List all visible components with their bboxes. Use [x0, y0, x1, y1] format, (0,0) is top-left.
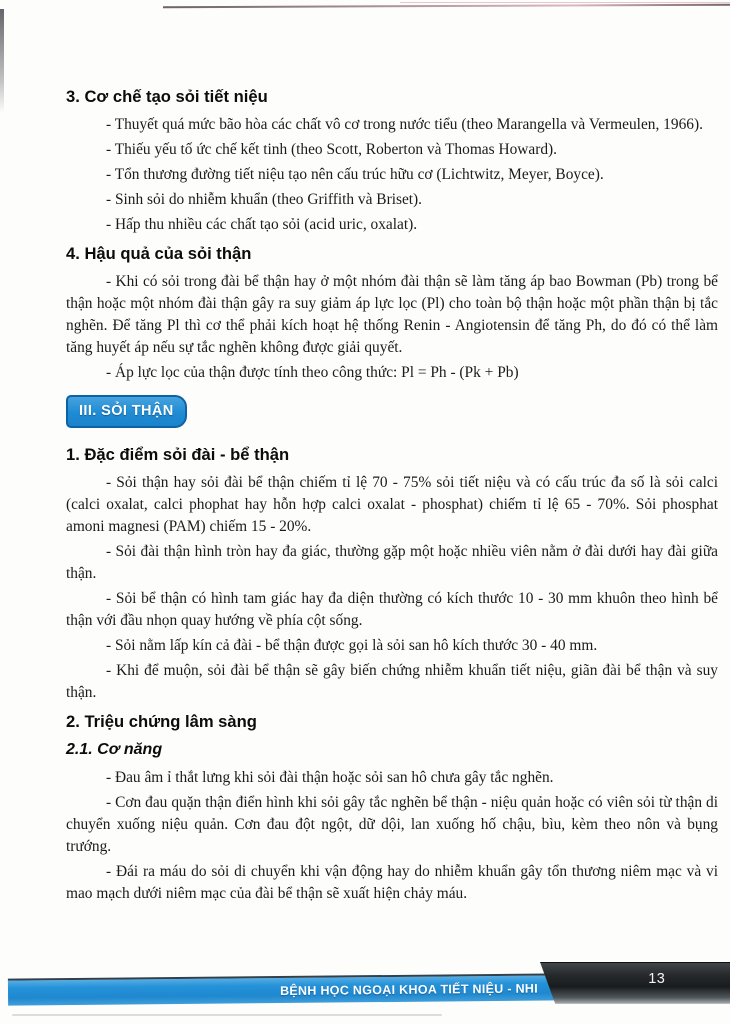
section-2-1-bullet: - Đái ra máu do sỏi di chuyển khi vận động hay do nhiễm khuẩn gây tổn thương niêm mạc và vi mao mạch dưới niêm mạc của đài bể thận sẽ xuất hiện chảy máu. [66, 863, 718, 902]
section-1-bullet: - Sỏi thận hay sỏi đài bể thận chiếm tỉ lệ 70 - 75% sỏi tiết niệu và có cấu trúc đa số là sỏi calci (calci oxalat, calci phophat hay hỗn hợp calci oxalat - phosphat) chiếm tỉ lệ 65 - 70%. Sỏi phosphat amoni magnesi (PAM) chiếm 15 - 20%. [66, 474, 718, 535]
section-2-1-bullet: - Đau âm ỉ thắt lưng khi sỏi đài thận hoặc sỏi san hô chưa gây tắc nghẽn. [106, 769, 554, 786]
scan-left-edge-shadow [0, 9, 4, 113]
section-2-1-bullet: - Cơn đau quặn thận điển hình khi sỏi gây tắc nghẽn bể thận - niệu quản hoặc có viên sỏi từ thận di chuyển xuống niệu quản. Cơn đau đột ngột, dữ dội, lan xuống hố chậu, bìu, kèm theo nôn và bụng trướng. [66, 794, 718, 855]
section-3-bullet: - Thuyết quá mức bão hòa các chất vô cơ trong nước tiểu (theo Marangella và Vermeulen, 1966). [106, 116, 703, 133]
section-4-heading: 4. Hậu quả của sỏi thận [66, 244, 252, 263]
footer-title-bar [8, 973, 560, 1005]
section-3-heading: 3. Cơ chế tạo sỏi tiết niệu [66, 87, 268, 106]
section-1-heading: 1. Đặc điểm sỏi đài - bể thận [66, 445, 290, 464]
chapter-banner-soi-than: III. SỎI THẬN [66, 395, 187, 428]
scan-top-tint [400, 2, 730, 3]
section-3-bullet: - Tổn thương đường tiết niệu tạo nên cấu trúc hữu cơ (Lichtwitz, Meyer, Boyce). [106, 166, 604, 183]
section-3-bullet: - Thiếu yếu tố ức chế kết tinh (theo Scott, Roberton và Thomas Howard). [106, 141, 558, 158]
section-4-paragraph: - Khi có sỏi trong đài bể thận hay ở một nhóm đài thận sẽ làm tăng áp bao Bowman (Pb) trong bể thận hoặc một nhóm đài thận gây ra suy giảm áp lực lọc (Pl) cho toàn bộ thận hoặc một phần thận bị tắc nghẽn. Để tăng Pl thì cơ thể phải kích hoạt hệ thống Renin - Angiotensin để tăng Ph, do đó có thể làm tăng huyết áp nếu sự tắc nghẽn không được giải quyết. [66, 273, 718, 356]
section-2-1-heading: 2.1. Cơ năng [66, 741, 163, 758]
section-3-bullet: - Sinh sỏi do nhiễm khuẩn (theo Griffith và Briset). [106, 191, 423, 208]
scan-top-edge-line [163, 4, 730, 8]
page-number: 13 [648, 971, 666, 987]
section-3-bullet: - Hấp thu nhiều các chất tạo sỏi (acid uric, oxalat). [106, 216, 418, 233]
section-1-bullet: - Sỏi bể thận có hình tam giác hay đa diện thường có kích thước 10 - 30 mm khuôn theo hình bể thận với đầu nhọn quay hướng về phía cột sống. [66, 590, 718, 629]
section-1-bullet: - Sỏi nằm lấp kín cả đài - bể thận được gọi là sỏi san hô kích thước 30 - 40 mm. [106, 637, 598, 654]
footer-title: BỆNH HỌC NGOẠI KHOA TIẾT NIỆU - NHI [279, 981, 539, 999]
scan-bottom-smudge [12, 1014, 442, 1016]
section-1-bullet: - Khi để muộn, sỏi đài bể thận sẽ gây biến chứng nhiễm khuẩn tiết niệu, giãn đài bể thận và suy thận. [66, 662, 718, 701]
page-number-tab [540, 962, 730, 1004]
page-content [66, 86, 718, 908]
section-4-formula: - Áp lực lọc của thận được tính theo công thức: Pl = Ph - (Pk + Pb) [106, 364, 519, 381]
section-2-heading: 2. Triệu chứng lâm sàng [66, 712, 257, 731]
section-1-bullet: - Sỏi đài thận hình tròn hay đa giác, thường gặp một hoặc nhiều viên nằm ở đài dưới hay đài giữa thận. [66, 543, 718, 582]
